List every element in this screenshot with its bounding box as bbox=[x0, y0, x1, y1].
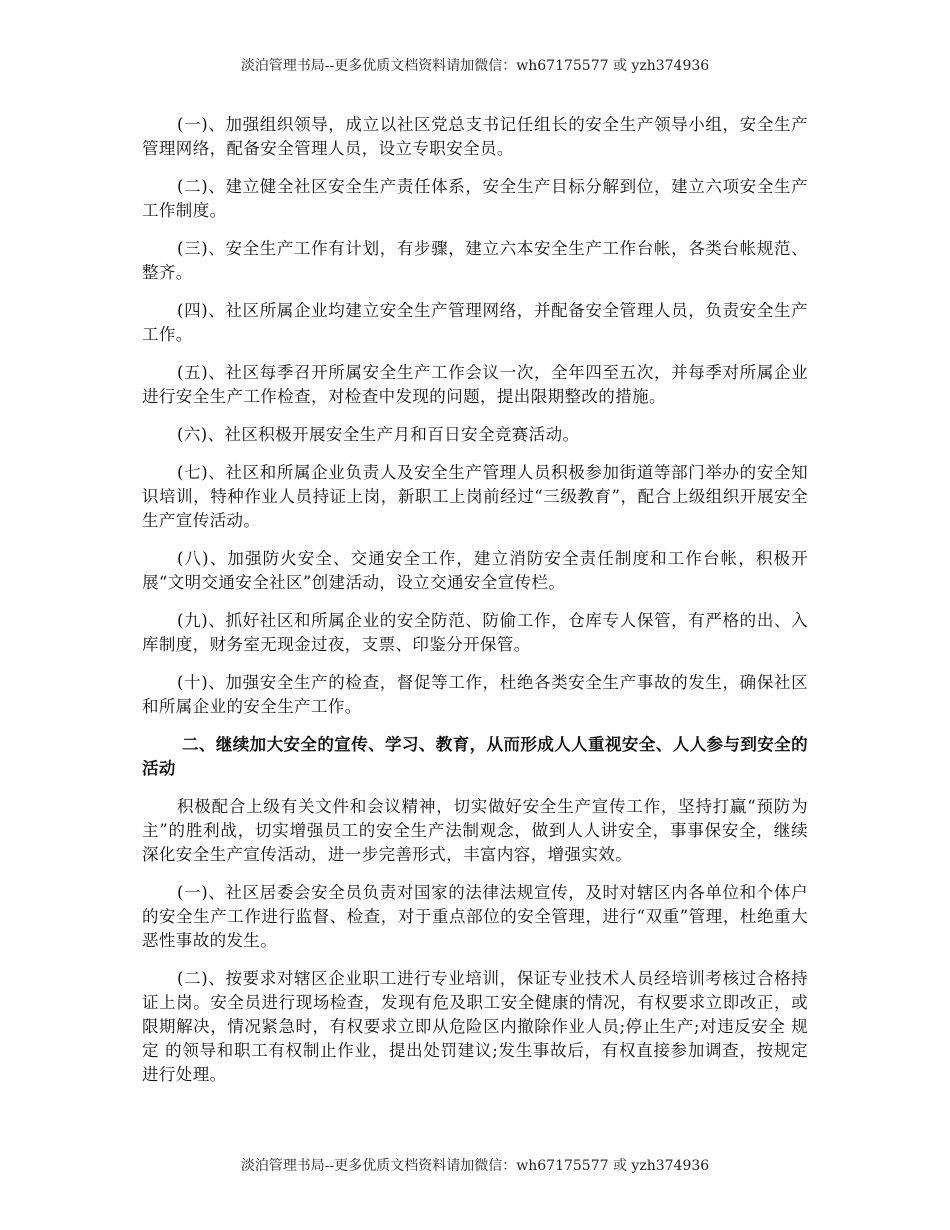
page-header: 淡泊管理书局--更多优质文档资料请加微信：wh67175577 或 yzh374936 bbox=[240, 58, 710, 74]
paragraph-section2-item-1: (一)、社区居委会安全员负责对国家的法律法规宣传，及时对辖区内各单位和个体户的安全生产工作进行监督、检查，对于重点部位的安全管理，进行“双重”管理，杜绝重大恶性事故的发生。 bbox=[142, 883, 808, 950]
section2-heading: 二、继续加大安全的宣传、学习、教育，从而形成人人重视安全、人人参与到安全的活动 bbox=[142, 735, 808, 778]
paragraph-section1-item-10: (十)、加强安全生产的检查，督促等工作，杜绝各类安全生产事故的发生，确保社区和所属企业的安全生产工作。 bbox=[142, 673, 808, 716]
paragraph-section2-item-2: (二)、按要求对辖区企业职工进行专业培训，保证专业技术人员经培训考核过合格持证上岗。安全员进行现场检查，发现有危及职工安全健康的情况，有权要求立即改正，或限期解决，情况紧急时，有权要求立即从危险区内撤除作业人员;停止生产;对违反安全 规定 的领导和职工有权制止作业，提出处罚建议;发生事故后，有权直接参加调查，按规定进行处理。 bbox=[142, 969, 808, 1084]
paragraph-section1-item-8: (八)、加强防火安全、交通安全工作，建立消防安全责任制度和工作台帐，积极开展“文明交通安全社区”创建活动，设立交通安全宣传栏。 bbox=[142, 549, 808, 592]
document-body bbox=[142, 113, 808, 1101]
paragraph-section1-item-7: (七)、社区和所属企业负责人及安全生产管理人员积极参加街道等部门举办的安全知识培训，特种作业人员持证上岗，新职工上岗前经过“三级教育”，配合上级组织开展安全生产宣传活动。 bbox=[142, 463, 808, 530]
paragraph-section1-item-4: (四)、社区所属企业均建立安全生产管理网络，并配备安全管理人员，负责安全生产工作。 bbox=[142, 301, 808, 344]
paragraph-section1-item-5: (五)、社区每季召开所属安全生产工作会议一次，全年四至五次，并每季对所属企业进行安全生产工作检查，对检查中发现的问题，提出限期整改的措施。 bbox=[142, 363, 808, 406]
paragraph-section1-item-1: (一)、加强组织领导，成立以社区党总支书记任组长的安全生产领导小组，安全生产管理网络，配备安全管理人员，设立专职安全员。 bbox=[142, 115, 808, 158]
paragraph-section1-item-9: (九)、抓好社区和所属企业的安全防范、防偷工作，仓库专人保管，有严格的出、入库制度，财务室无现金过夜，支票、印鉴分开保管。 bbox=[142, 611, 808, 654]
paragraph-section1-item-3: (三)、安全生产工作有计划，有步骤，建立六本安全生产工作台帐，各类台帐规范、整齐。 bbox=[142, 239, 808, 282]
page-footer: 淡泊管理书局--更多优质文档资料请加微信：wh67175577 或 yzh374936 bbox=[240, 1158, 710, 1174]
paragraph-section1-item-2: (二)、建立健全社区安全生产责任体系，安全生产目标分解到位，建立六项安全生产工作制度。 bbox=[142, 177, 808, 220]
paragraph-section1-item-6: (六)、社区积极开展安全生产月和百日安全竞赛活动。 bbox=[177, 425, 580, 444]
paragraph-section2-intro: 积极配合上级有关文件和会议精神，切实做好安全生产宣传工作，坚持打赢“预防为主”的胜利战，切实增强员工的安全生产法制观念，做到人人讲安全，事事保安全，继续深化安全生产宣传活动，进一步完善形式，丰富内容，增强实效。 bbox=[142, 797, 808, 864]
